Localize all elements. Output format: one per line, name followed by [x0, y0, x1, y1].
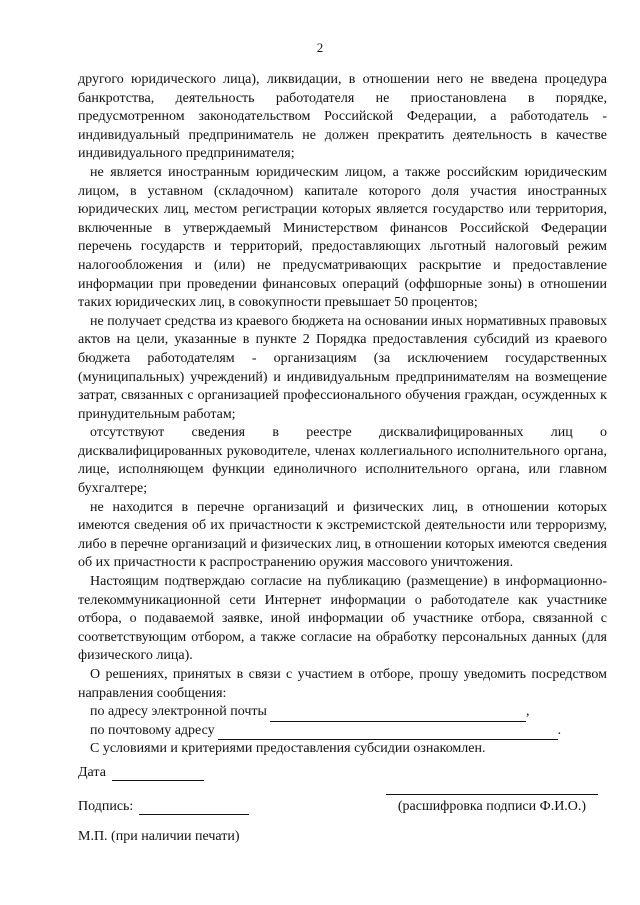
paragraph-notify: О решениях, принятых в связи с участием в отборе, прошу уведомить посредством направления сообщения: — [78, 667, 607, 701]
signature-row — [78, 799, 249, 815]
paragraph-liquidation: другого юридического лица), ликвидации, в отношении него не введена процедура банкротства, деятельность работодателя не приостановлена в порядке, предусмотренном законодательством Российской Федерации, а работодатель - индивидуальный предприниматель не должен прекратить деятельность в качестве индивидуального предпринимателя; — [78, 72, 607, 162]
signature-decode-field[interactable] — [386, 794, 598, 795]
post-address-field[interactable] — [218, 726, 558, 740]
paragraph-acknowledge: С условиями и критериями предоставления субсидии ознакомлен. — [90, 741, 486, 757]
paragraph-offshore: не является иностранным юридическим лицом, а также российским юридическим лицом, в уставном (складочном) капитале которого доля участия иностранных юридических лиц, местом регистрации которых является государство или территория, включенные в утверждаемый Министерством финансов Российской Федерации перечень государств и территорий, предоставляющих льготный налоговый режим налогообложения и (или) не предусматривающих раскрытие и предоставление информации при проведении финансовых операций (оффшорные зоны) в отношении таких юридических лиц, в совокупности превышает 50 процентов; — [78, 164, 607, 311]
date-row — [78, 765, 204, 781]
signature-field[interactable] — [139, 801, 249, 815]
email-end: , — [525, 704, 530, 720]
stamp-label: М.П. (при наличии печати) — [78, 829, 240, 844]
paragraph-extremism: не находится в перечне организаций и физических лиц, в отношении которых имеются сведения об их причастности к экстремистской деятельности или терроризму, либо в перечне организаций и физических лиц, в отношении которых имеются сведения об их причастности к распространению оружия массового уничтожения. — [78, 499, 607, 571]
paragraph-disqualified: отсутствуют сведения в реестре дисквалифицированных лиц о дисквалифицированных руководителе, членах коллегиального исполнительного органа, лице, исполняющем функции единоличного исполнительного органа, или главном бухгалтере; — [78, 425, 607, 497]
date-field[interactable] — [112, 767, 204, 781]
email-label: по адресу электронной почты — [90, 704, 267, 720]
document-body — [78, 71, 607, 759]
signature-label: Подпись: — [78, 799, 134, 814]
signature-decode-label: (расшифровка подписи Ф.И.О.) — [397, 799, 587, 814]
email-row — [78, 703, 607, 722]
post-row — [78, 722, 607, 741]
paragraph-budget-funds: не получает средства из краевого бюджета на основании иных нормативных правовых актов на цели, указанные в пункте 2 Порядка предоставления субсидий из краевого бюджета работодателям - организациям (за исключением государственных (муниципальных) учреждений) и индивидуальным предпринимателям на возмещение затрат, связанных с организацией профессионального обучения граждан, осужденных к принудительным работам; — [78, 313, 607, 422]
paragraph-publication-consent: Настоящим подтверждаю согласие на публикацию (размещение) в информационно-телекоммуникационной сети Интернет информации о работодателе как участнике отбора, о подаваемой заявке, иной информации об участнике отбора, связанной с соответствующим отбором, а также согласие на обработку персональных данных (для физического лица). — [78, 574, 607, 664]
email-field[interactable] — [270, 708, 526, 722]
post-end: . — [557, 722, 562, 738]
page-number: 2 — [316, 40, 324, 55]
post-label: по почтовому адресу — [90, 722, 215, 738]
date-label: Дата — [78, 765, 106, 780]
